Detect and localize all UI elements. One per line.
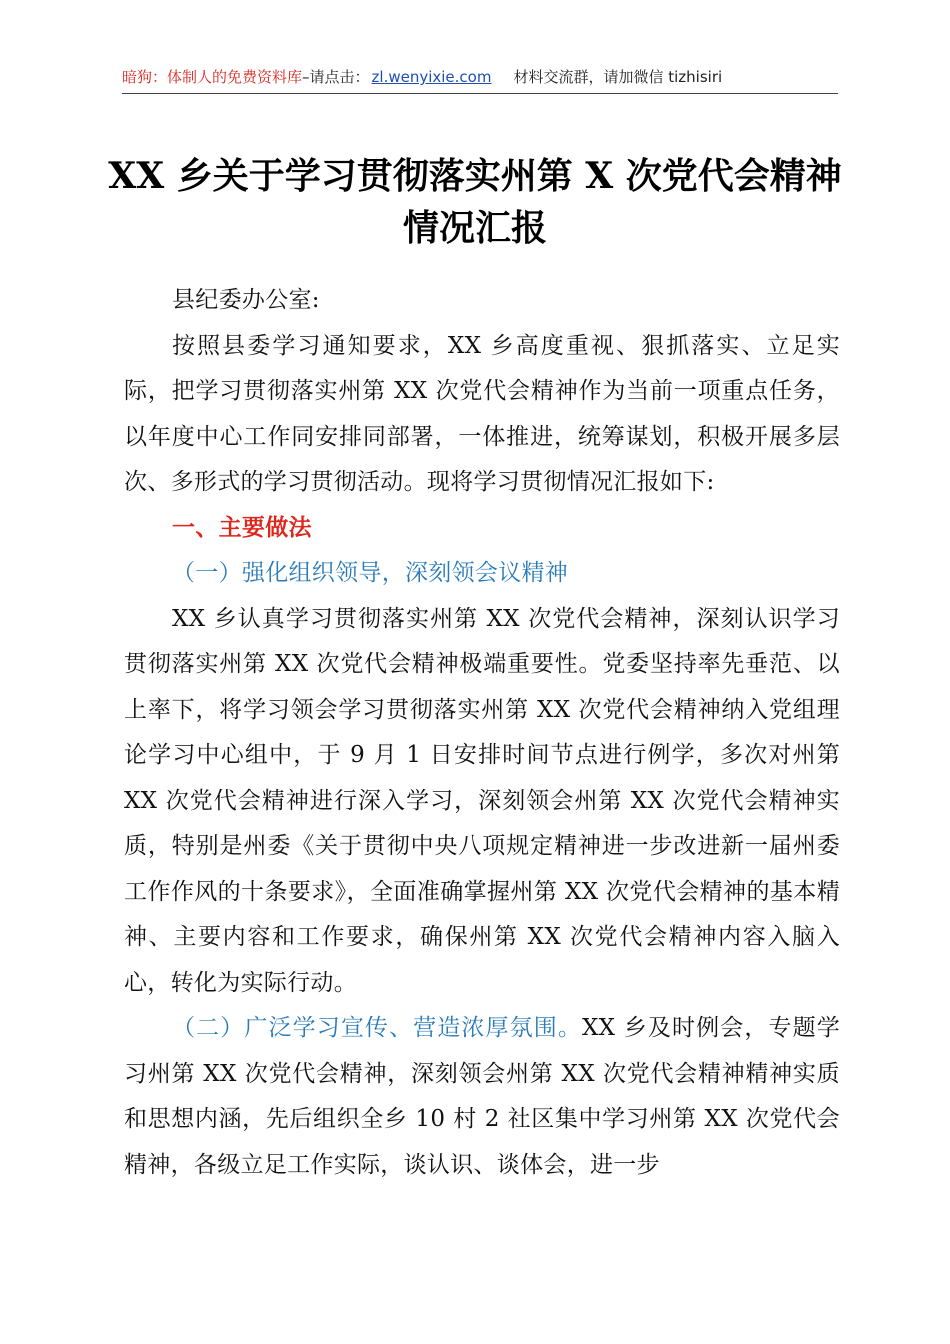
subsection-2-paragraph — [124, 1006, 840, 1188]
document-body — [124, 278, 840, 1188]
subsection-2-body: XX 乡及时例会，专题学习州第 XX 次党代会精神，深刻领会州第 XX 次党代会精神精神实质和思想内涵，先后组织全乡 10 村 2 社区集中学习州第 XX 次党代会精神，各级立足工作实际，谈认识、谈体会，进一步 — [124, 1015, 840, 1178]
intro-paragraph: 按照县委学习通知要求，XX 乡高度重视、狠抓落实、立足实际，把学习贯彻落实州第 XX 次党代会精神作为当前一项重点任务，以年度中心工作同安排同部署，一体推进，统筹谋划，积极开展多层次、多形式的学习贯彻活动。现将学习贯彻情况汇报如下: — [124, 332, 840, 495]
page-header — [122, 66, 837, 92]
document-title — [100, 150, 850, 254]
header-link[interactable]: zl.wenyixie.com — [371, 68, 492, 86]
subsection-1-body: XX 乡认真学习贯彻落实州第 XX 次党代会精神，深刻认识学习贯彻落实州第 XX 次党代会精神极端重要性。党委坚持率先垂范、以上率下，将学习领会学习贯彻落实州第 XX 次党代会精神纳入党组理论学习中心组中，于 9 月 1 日安排时间节点进行例学，多次对州第 XX 次党代会精神进行深入学习，深刻领会州第 XX 次党代会精神实质，特别是州委《关于贯彻中央八项规定精神进一步改进新一届州委工作作风的十条要求》，全面准确掌握州第 XX 次党代会精神的基本精神、主要内容和工作要求，确保州第 XX 次党代会精神内容入脑入心，转化为实际行动。 — [124, 605, 840, 996]
header-wechat: 材料交流群，请加微信 tizhisiri — [513, 68, 723, 86]
header-prompt: –请点击： — [302, 68, 370, 86]
header-brand: 暗狗：体制人的免费资料库 — [122, 68, 303, 86]
title-line-1: XX 乡关于学习贯彻落实州第 X 次党代会精神 — [108, 155, 842, 197]
subsection-2-heading: （二）广泛学习宣传、营造浓厚氛围。 — [172, 1015, 582, 1041]
section-1-heading: 一、主要做法 — [172, 514, 312, 541]
title-line-2: 情况汇报 — [402, 207, 547, 249]
salutation: 县纪委办公室: — [172, 287, 320, 313]
subsection-1-heading: （一）强化组织领导，深刻领会议精神 — [172, 560, 569, 586]
header-divider — [122, 93, 838, 94]
